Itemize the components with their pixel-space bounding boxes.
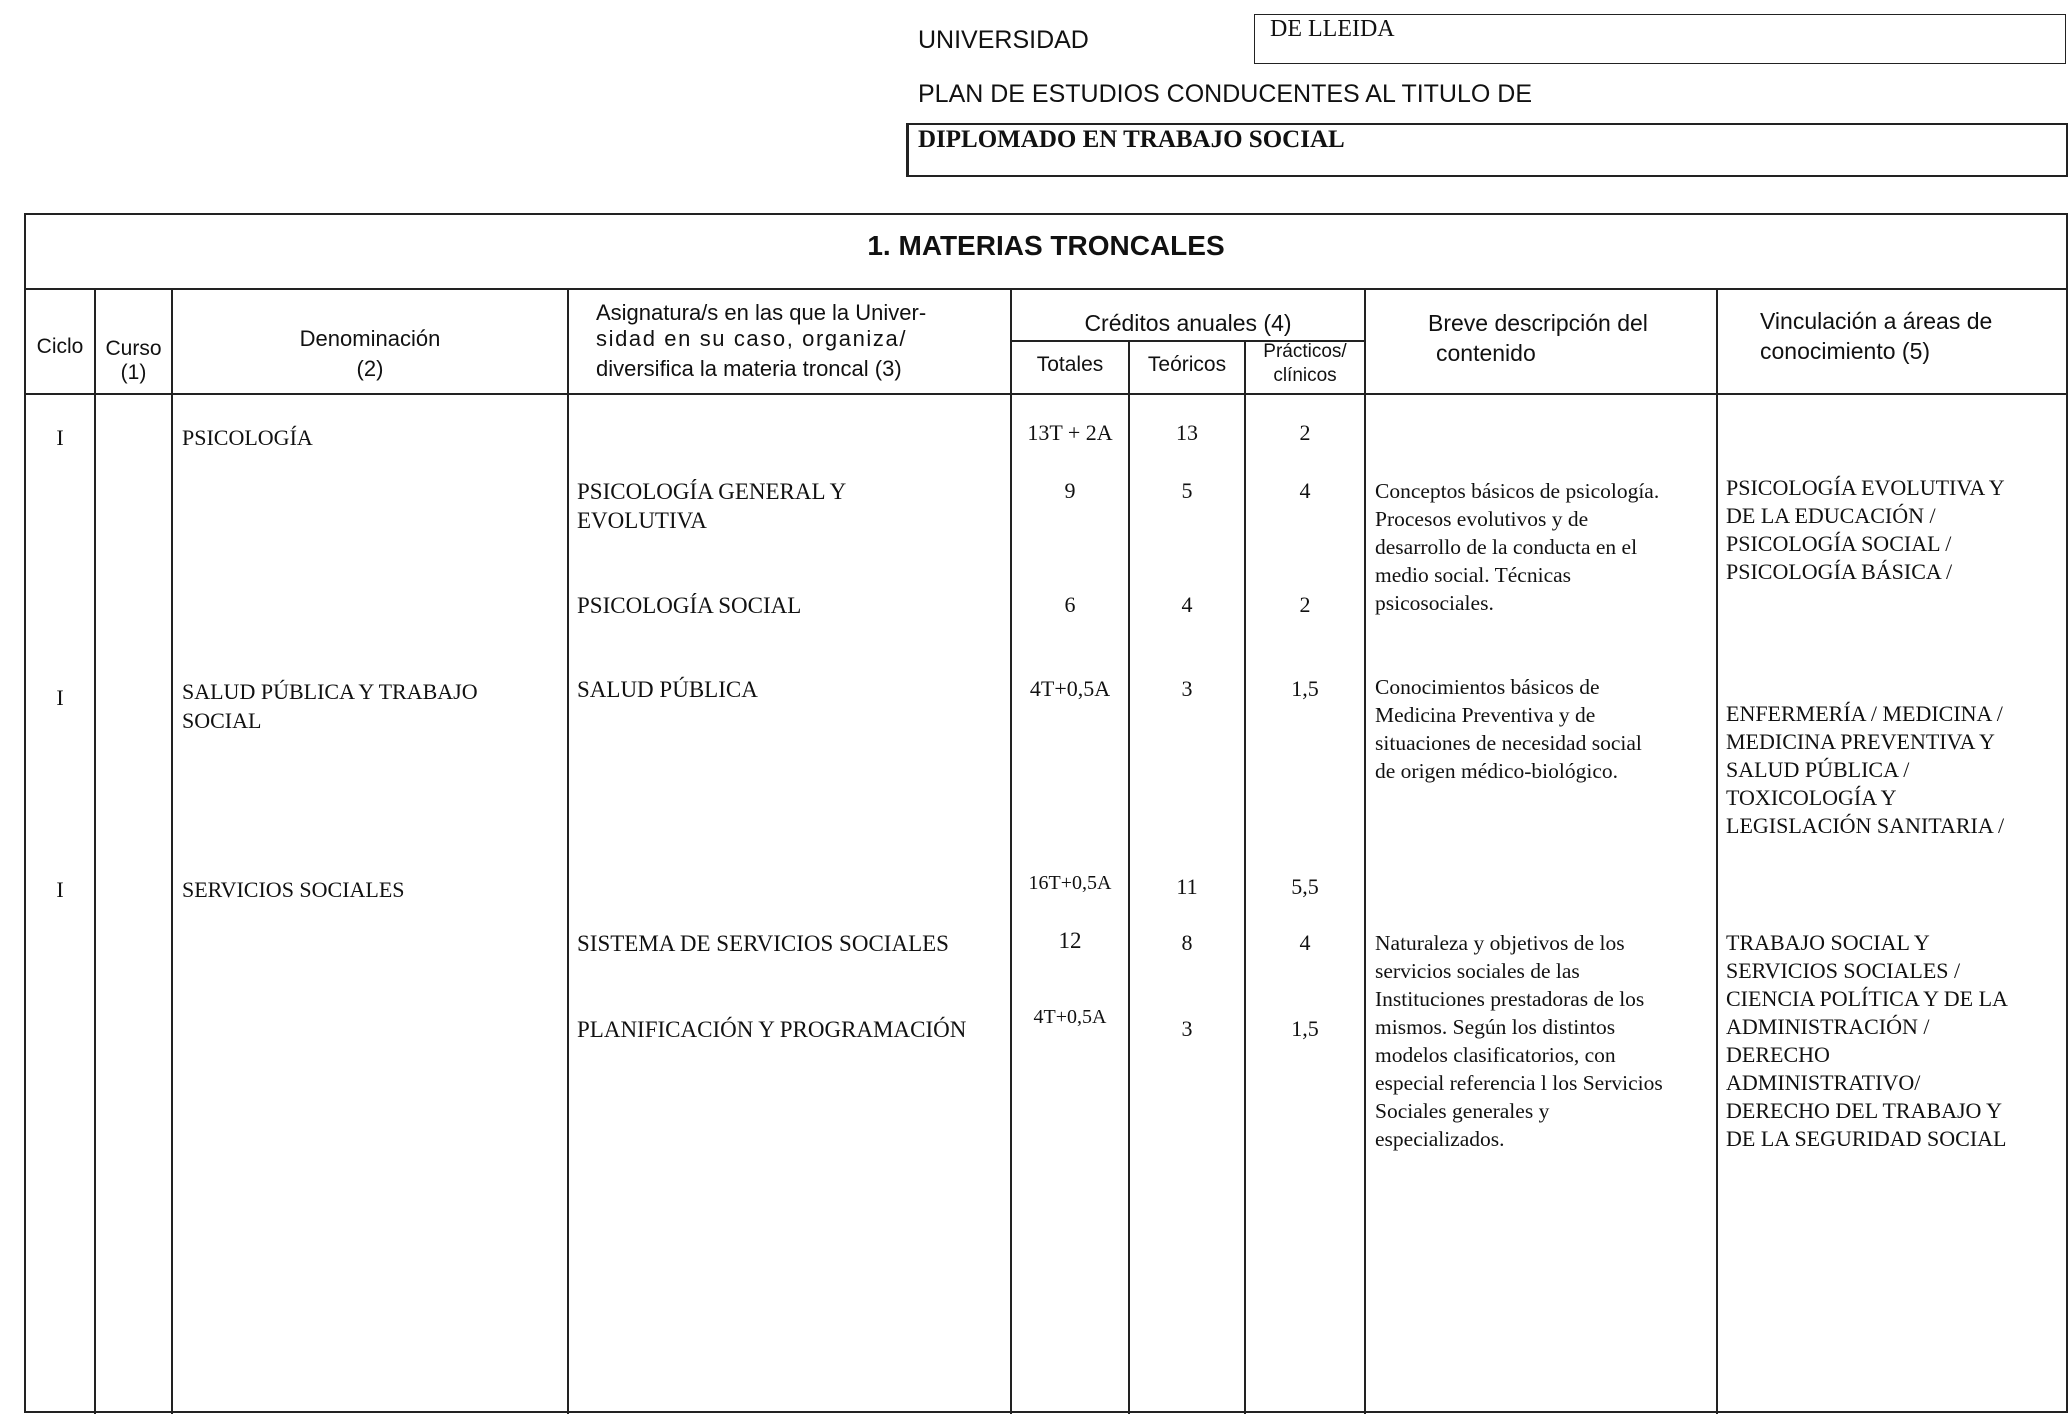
areas-block bbox=[1726, 474, 2005, 586]
col-header-totales: Totales bbox=[1036, 353, 1104, 376]
materia-name: SERVICIOS SOCIALES bbox=[182, 877, 405, 902]
description-line: Sociales generales y bbox=[1375, 1099, 1550, 1123]
col-header-descripcion-line1: Breve descripción del bbox=[1428, 310, 1648, 336]
description-line: especial referencia l los Servicios bbox=[1375, 1071, 1663, 1095]
col-divider-descripcion bbox=[1716, 290, 1718, 1414]
totales-cell: 16T+0,5A bbox=[1028, 872, 1112, 894]
col-header-asignatura-line3: diversifica la materia troncal (3) bbox=[596, 356, 902, 381]
teoricos-cell: 8 bbox=[1181, 930, 1193, 955]
description-line: mismos. Según los distintos bbox=[1375, 1015, 1616, 1039]
area-line: ENFERMERÍA / MEDICINA / bbox=[1726, 701, 2003, 726]
col-header-curso: Curso bbox=[105, 337, 162, 360]
area-line: LEGISLACIÓN SANITARIA / bbox=[1726, 813, 2005, 838]
description-line: especializados. bbox=[1375, 1127, 1505, 1151]
description-line: situaciones de necesidad social bbox=[1375, 731, 1642, 755]
asignatura-name: EVOLUTIVA bbox=[577, 508, 707, 533]
area-line: MEDICINA PREVENTIVA Y bbox=[1726, 729, 1995, 754]
col-header-creditos: Créditos anuales (4) bbox=[1084, 310, 1292, 336]
area-line: ADMINISTRACIÓN / bbox=[1726, 1014, 1930, 1039]
area-line: DERECHO bbox=[1726, 1042, 1830, 1067]
description-line: medio social. Técnicas bbox=[1375, 563, 1572, 587]
totales-cell: 4T+0,5A bbox=[1033, 1006, 1107, 1028]
ciclo-cell: I bbox=[56, 685, 64, 710]
header-divider bbox=[24, 393, 2068, 395]
practicos-cell: 4 bbox=[1299, 930, 1311, 955]
col-header-asignatura-line1: Asignatura/s en las que la Univer- bbox=[596, 300, 927, 325]
practicos-cell: 1,5 bbox=[1291, 676, 1319, 701]
practicos-cell: 2 bbox=[1299, 592, 1311, 617]
teoricos-cell: 3 bbox=[1181, 676, 1193, 701]
materia-name: SOCIAL bbox=[182, 708, 262, 733]
col-header-practicos-line1: Prácticos/ bbox=[1263, 341, 1347, 362]
teoricos-cell: 13 bbox=[1176, 420, 1198, 445]
title-divider bbox=[24, 288, 2068, 290]
asignatura-name: PLANIFICACIÓN Y PROGRAMACIÓN bbox=[577, 1017, 967, 1042]
practicos-cell: 1,5 bbox=[1291, 1016, 1319, 1041]
description-line: Naturaleza y objetivos de los bbox=[1375, 931, 1625, 955]
areas-block bbox=[1726, 700, 2004, 840]
col-divider-asignatura bbox=[1010, 290, 1012, 1414]
col-header-ciclo: Ciclo bbox=[36, 335, 84, 358]
col-header-practicos-line2: clínicos bbox=[1273, 365, 1337, 386]
col-header-asignatura-line2: sidad en su caso, organiza/ bbox=[596, 326, 908, 351]
area-line: TRABAJO SOCIAL Y bbox=[1726, 930, 1930, 955]
description-block bbox=[1375, 673, 1642, 785]
description-line: Procesos evolutivos y de bbox=[1375, 507, 1589, 531]
description-line: Medicina Preventiva y de bbox=[1375, 703, 1596, 727]
area-line: PSICOLOGÍA SOCIAL / bbox=[1726, 531, 1952, 556]
practicos-cell: 2 bbox=[1299, 420, 1311, 445]
col-header-teoricos: Teóricos bbox=[1147, 353, 1227, 376]
practicos-cell: 5,5 bbox=[1291, 874, 1319, 899]
teoricos-cell: 5 bbox=[1181, 478, 1193, 503]
col-divider-denominacion bbox=[567, 290, 569, 1414]
university-value: DE LLEIDA bbox=[1270, 16, 1395, 42]
asignatura-name: SALUD PÚBLICA bbox=[577, 677, 758, 702]
description-block bbox=[1375, 929, 1663, 1153]
area-line: PSICOLOGÍA EVOLUTIVA Y bbox=[1726, 475, 2005, 500]
col-divider-ciclo bbox=[94, 290, 96, 1414]
area-line: CIENCIA POLÍTICA Y DE LA bbox=[1726, 986, 2008, 1011]
totales-cell: 13T + 2A bbox=[1027, 420, 1113, 445]
asignatura-name: PSICOLOGÍA SOCIAL bbox=[577, 593, 802, 618]
practicos-cell: 4 bbox=[1299, 478, 1311, 503]
description-line: Instituciones prestadoras de los bbox=[1375, 987, 1645, 1011]
description-block bbox=[1375, 477, 1659, 617]
area-line: TOXICOLOGÍA Y bbox=[1726, 785, 1897, 810]
description-line: modelos clasificatorios, con bbox=[1375, 1043, 1616, 1067]
materia-name: SALUD PÚBLICA Y TRABAJO bbox=[182, 679, 478, 704]
description-line: de origen médico-biológico. bbox=[1375, 759, 1618, 783]
col-header-vinculacion-line1: Vinculación a áreas de bbox=[1760, 308, 1993, 334]
col-divider-creditos bbox=[1364, 290, 1366, 1414]
area-line: DE LA EDUCACIÓN / bbox=[1726, 503, 1936, 528]
totales-cell: 12 bbox=[1058, 928, 1082, 953]
section-title: 1. MATERIAS TRONCALES bbox=[867, 230, 1225, 261]
university-label: UNIVERSIDAD bbox=[918, 26, 1089, 54]
area-line: SALUD PÚBLICA / bbox=[1726, 757, 1910, 782]
description-line: Conceptos básicos de psicología. bbox=[1375, 479, 1660, 503]
col-header-vinculacion-line2: conocimiento (5) bbox=[1760, 338, 1931, 364]
description-line: psicosociales. bbox=[1375, 591, 1494, 615]
col-header-descripcion-line2: contenido bbox=[1436, 340, 1536, 366]
description-line: desarrollo de la conducta en el bbox=[1375, 535, 1638, 559]
degree-title: DIPLOMADO EN TRABAJO SOCIAL bbox=[918, 126, 1345, 153]
teoricos-cell: 4 bbox=[1181, 592, 1193, 617]
teoricos-cell: 11 bbox=[1176, 874, 1198, 899]
description-line: Conocimientos básicos de bbox=[1375, 675, 1600, 699]
plan-label: PLAN DE ESTUDIOS CONDUCENTES AL TITULO DE bbox=[918, 80, 1533, 108]
teoricos-cell: 3 bbox=[1181, 1016, 1193, 1041]
area-line: DE LA SEGURIDAD SOCIAL bbox=[1726, 1126, 2007, 1151]
totales-cell: 4T+0,5A bbox=[1029, 676, 1111, 701]
description-line: servicios sociales de las bbox=[1375, 959, 1580, 983]
asignatura-name: PSICOLOGÍA GENERAL Y bbox=[577, 479, 847, 504]
col-header-denominacion: Denominación bbox=[299, 326, 441, 351]
ciclo-cell: I bbox=[56, 425, 64, 450]
totales-cell: 9 bbox=[1064, 478, 1076, 503]
totales-cell: 6 bbox=[1064, 592, 1076, 617]
area-line: DERECHO DEL TRABAJO Y bbox=[1726, 1098, 2003, 1123]
materia-name: PSICOLOGÍA bbox=[182, 425, 313, 450]
area-line: SERVICIOS SOCIALES / bbox=[1726, 958, 1961, 983]
table-bottom bbox=[24, 1411, 2068, 1413]
ciclo-cell: I bbox=[56, 877, 64, 902]
col-header-denominacion-note: (2) bbox=[356, 356, 384, 381]
area-line: ADMINISTRATIVO/ bbox=[1726, 1070, 1921, 1095]
asignatura-name: SISTEMA DE SERVICIOS SOCIALES bbox=[577, 931, 949, 956]
area-line: PSICOLOGÍA BÁSICA / bbox=[1726, 559, 1953, 584]
col-header-curso-note: (1) bbox=[120, 361, 147, 384]
areas-block bbox=[1726, 929, 2008, 1153]
col-divider-curso bbox=[171, 290, 173, 1414]
